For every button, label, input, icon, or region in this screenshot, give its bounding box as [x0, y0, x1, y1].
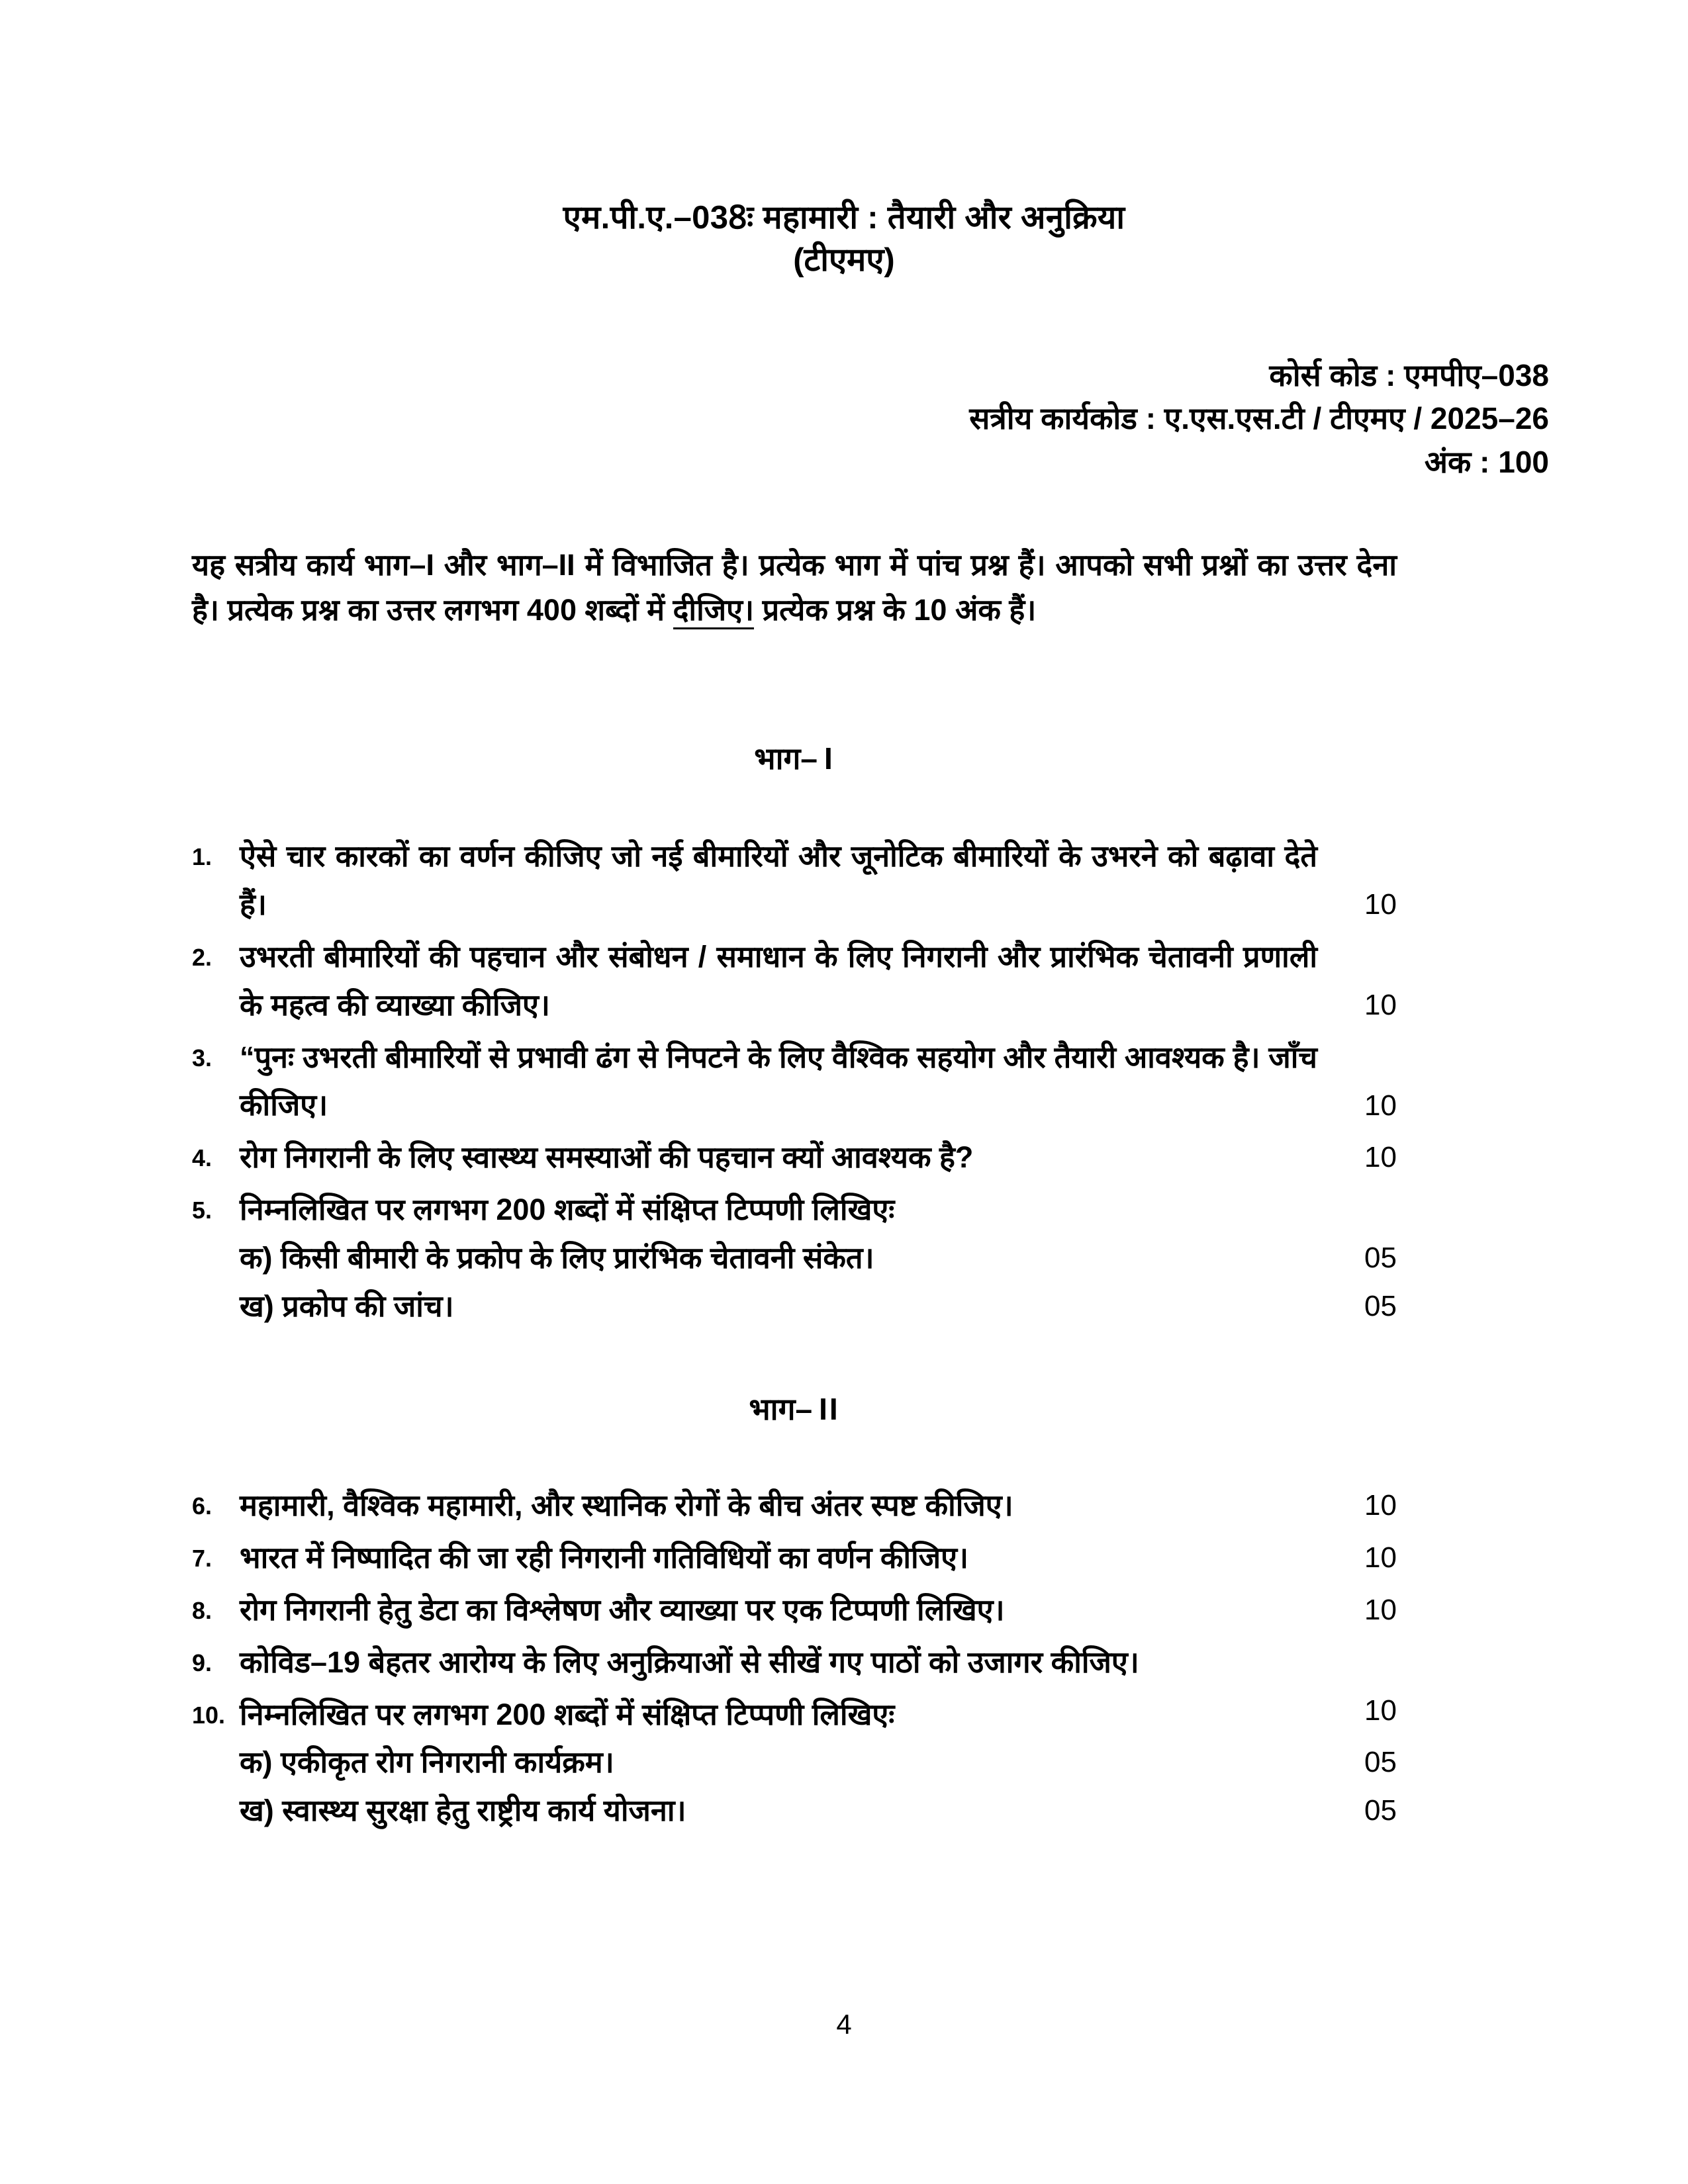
- question-text: कोविड–19 बेहतर आरोग्य के लिए अनुक्रियाओं से सीखें गए पाठों को उजागर कीजिए।: [240, 1645, 1139, 1679]
- question-subitem-row: [240, 1739, 1397, 1787]
- question-row: [192, 933, 1397, 1030]
- question-row: [192, 833, 1397, 929]
- page-title: एम.पी.ए.–038ः महामारी : तैयारी और अनुक्रिया: [563, 200, 1125, 236]
- question-text: ऐसे चार कारकों का वर्णन कीजिए जो नई बीमारियों और जूनोटिक बीमारियों के उभरने को बढ़ावा देते हैं।: [240, 839, 1317, 921]
- question-text: निम्नलिखित पर लगभग 200 शब्दों में संक्षिप्त टिप्पणी लिखिएः: [240, 1697, 895, 1731]
- question-text: “पुनः उभरती बीमारियों से प्रभावी ढंग से निपटने के लिए वैश्विक सहयोग और तैयारी आवश्यक है। जाँच कीजिए।: [240, 1040, 1317, 1122]
- question-body: [240, 1482, 1397, 1530]
- question-subitem-marks: 05: [1364, 1794, 1397, 1827]
- question-subitem-text: क) एकीकृत रोग निगरानी कार्यक्रम।: [240, 1745, 614, 1780]
- question-body: [240, 1586, 1397, 1635]
- part-2-heading: [192, 1388, 1397, 1429]
- question-text: उभरती बीमारियों की पहचान और संबोधन / समाधान के लिए निगरानी और प्रारंभिक चेतावनी प्रणाली के महत्व की व्याख्या कीजिए।: [240, 939, 1317, 1022]
- question-number: 8.: [192, 1596, 212, 1624]
- question-body: [240, 1186, 1397, 1331]
- question-number: 6.: [192, 1492, 212, 1520]
- question-number: 10.: [192, 1701, 226, 1729]
- part-1-roman: I: [823, 741, 835, 776]
- question-row: [192, 1034, 1397, 1130]
- instructions-text-underlined: दीजिए।: [673, 593, 755, 629]
- question-number: 9.: [192, 1649, 212, 1676]
- question-marks: 10: [1364, 1489, 1397, 1522]
- part-1-question-list: [192, 833, 1397, 1335]
- part-2-roman: II: [819, 1392, 840, 1426]
- question-text: रोग निगरानी के लिए स्वास्थ्य समस्याओं की पहचान क्यों आवश्यक है?: [240, 1140, 974, 1175]
- total-marks-line: अंक : 100: [1424, 444, 1549, 479]
- instructions-text-a: यह सत्रीय कार्य भाग–I और भाग–II में विभाजित है। प्रत्येक भाग में पांच प्रश्न हैं। आपको सभी प्रश्नों का उत्तर देना है। प्रत्येक प्रश्न का उत्तर लगभग 400 शब्दों में: [192, 548, 1397, 627]
- question-subitem-text: ख) स्वास्थ्य सुरक्षा हेतु राष्ट्रीय कार्य योजना।: [240, 1794, 686, 1828]
- question-marks: 10: [1364, 988, 1397, 1021]
- question-number: 5.: [192, 1197, 212, 1224]
- question-row: [192, 1534, 1397, 1582]
- question-number: 1.: [192, 843, 212, 870]
- instructions-text-b: प्रत्येक प्रश्न के 10 अंक हैं।: [754, 593, 1037, 627]
- question-row: [192, 1482, 1397, 1530]
- question-body: [240, 1134, 1397, 1182]
- question-number: 4.: [192, 1144, 212, 1172]
- question-subitem-marks: 05: [1364, 1242, 1397, 1275]
- part-1-heading: [192, 737, 1397, 778]
- question-row: [192, 1691, 1397, 1836]
- question-body: [240, 1534, 1397, 1582]
- question-text: भारत में निष्पादित की जा रही निगरानी गतिविधियों का वर्णन कीजिए।: [240, 1540, 969, 1574]
- part-1-label: भाग–: [754, 741, 818, 776]
- question-subitem-row: [240, 1283, 1397, 1331]
- question-text: महामारी, वैश्विक महामारी, और स्थानिक रोगों के बीच अंतर स्पष्ट कीजिए।: [240, 1488, 1013, 1522]
- question-marks: 10: [1364, 1593, 1397, 1626]
- question-subitem-text: ख) प्रकोप की जांच।: [240, 1289, 454, 1324]
- question-row: [192, 1586, 1397, 1635]
- question-subitem-row: [240, 1234, 1397, 1283]
- course-code-line: कोर्स कोड : एमपीए–038: [1269, 358, 1549, 392]
- question-number: 3.: [192, 1044, 212, 1071]
- question-body: [240, 833, 1397, 929]
- document-header: [192, 199, 1496, 281]
- question-body: [240, 1034, 1397, 1130]
- question-subitem-marks: 05: [1364, 1290, 1397, 1323]
- page-subtitle: (टीएमए): [793, 242, 895, 278]
- question-subitem-text: क) किसी बीमारी के प्रकोप के लिए प्रारंभिक चेतावनी संकेत।: [240, 1241, 874, 1275]
- question-text: रोग निगरानी हेतु डेटा का विश्लेषण और व्याख्या पर एक टिप्पणी लिखिए।: [240, 1592, 1005, 1627]
- question-body: [240, 1691, 1397, 1836]
- question-subitem-row: [240, 1787, 1397, 1835]
- question-marks: 10: [1364, 1089, 1397, 1122]
- question-subitem-marks: 05: [1364, 1746, 1397, 1779]
- part-2-question-list: [192, 1482, 1397, 1839]
- page-number: 4: [836, 2009, 852, 2040]
- question-row: [192, 1186, 1397, 1331]
- question-text: निम्नलिखित पर लगभग 200 शब्दों में संक्षिप्त टिप्पणी लिखिएः: [240, 1193, 895, 1227]
- instructions-paragraph: [192, 543, 1397, 633]
- assignment-code-line: सत्रीय कार्यकोड : ए.एस.एस.टी / टीएमए / 2025–26: [969, 401, 1549, 436]
- question-marks: 10: [1364, 888, 1397, 921]
- part-2-label: भाग–: [749, 1392, 813, 1426]
- question-number: 2.: [192, 943, 212, 971]
- question-body: [240, 933, 1397, 1030]
- question-marks: 10: [1364, 1541, 1397, 1574]
- course-meta-block: [969, 354, 1549, 484]
- question-number: 7.: [192, 1544, 212, 1572]
- question-marks: 10: [1364, 1141, 1397, 1174]
- question-marks: 10: [1364, 1694, 1397, 1727]
- question-row: [192, 1134, 1397, 1182]
